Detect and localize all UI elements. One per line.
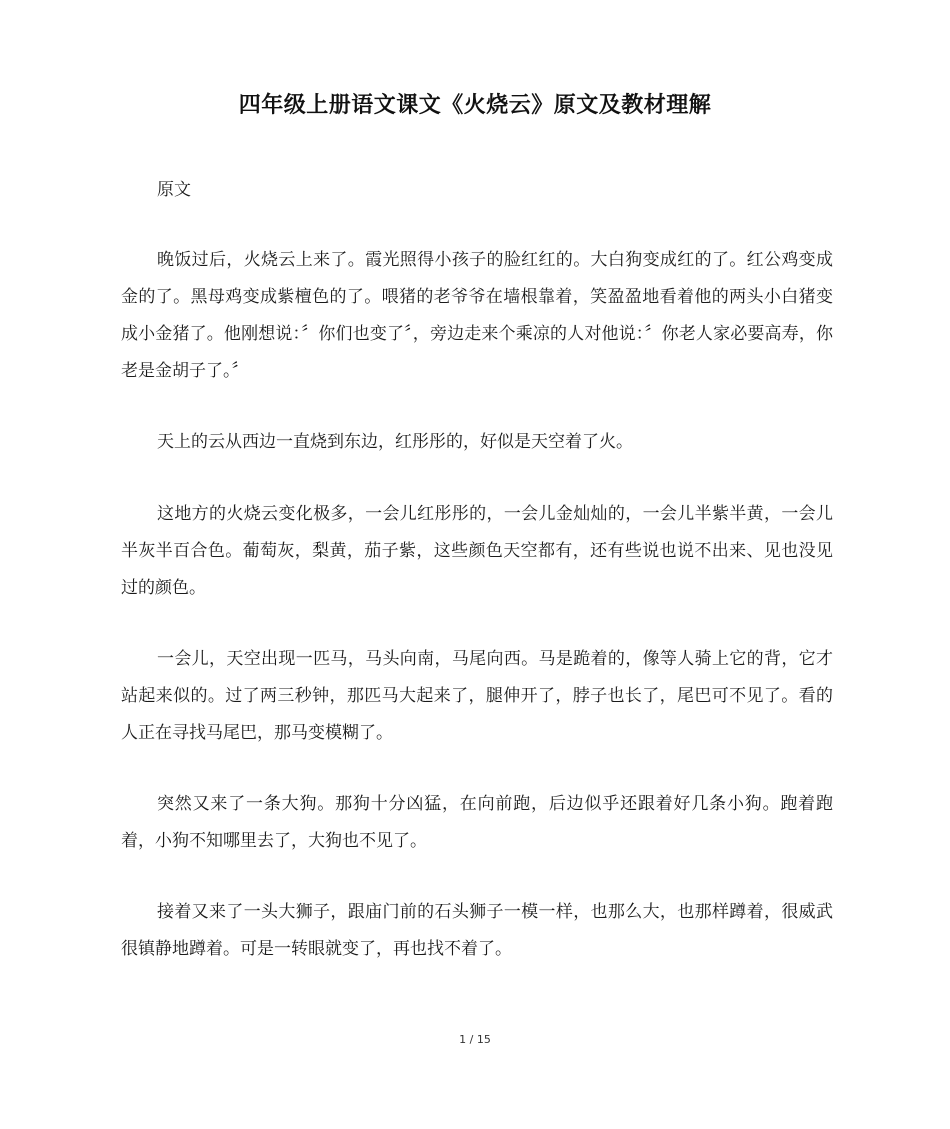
page-number: 1 / 15	[459, 1033, 491, 1046]
paragraph: 天上的云从西边一直烧到东边，红彤彤的，好似是天空着了火。	[157, 432, 633, 452]
paragraph: 一会儿，天空出现一匹马，马头向南，马尾向西。马是跪着的，像等人骑上它的背，它才站起来似的。过了两三秒钟，那匹马大起来了，腿伸开了，脖子也长了，尾巴可不见了。看的人正在寻找马尾巴，那马变模糊了。	[121, 649, 833, 743]
paragraph: 突然又来了一条大狗。那狗十分凶猛，在向前跑，后边似乎还跟着好几条小狗。跑着跑着，小狗不知哪里去了，大狗也不见了。	[121, 794, 833, 851]
paragraph: 晚饭过后，火烧云上来了。霞光照得小孩子的脸红红的。大白狗变成红的了。红公鸡变成金的了。黑母鸡变成紫檀色的了。喂猪的老爷爷在墙根靠着，笑盈盈地看着他的两头小白猪变成小金猪了。他刚想说：〞你们也变了〞，旁边走来个乘凉的人对他说：〞你老人家必要高寿，你老是金胡子了。〞	[121, 250, 833, 381]
paragraph: 这地方的火烧云变化极多，一会儿红彤彤的，一会儿金灿灿的，一会儿半紫半黄，一会儿半灰半百合色。葡萄灰，梨黄，茄子紫，这些颜色天空都有，还有些说也说不出来、见也没见过的颜色。	[121, 504, 833, 598]
section-label-original-text: 原文	[157, 180, 191, 200]
document-title: 四年级上册语文课文《火烧云》原文及教材理解	[238, 93, 712, 118]
paragraph: 接着又来了一头大狮子，跟庙门前的石头狮子一模一样，也那么大，也那样蹲着，很威武很镇静地蹲着。可是一转眼就变了，再也找不着了。	[121, 902, 833, 959]
